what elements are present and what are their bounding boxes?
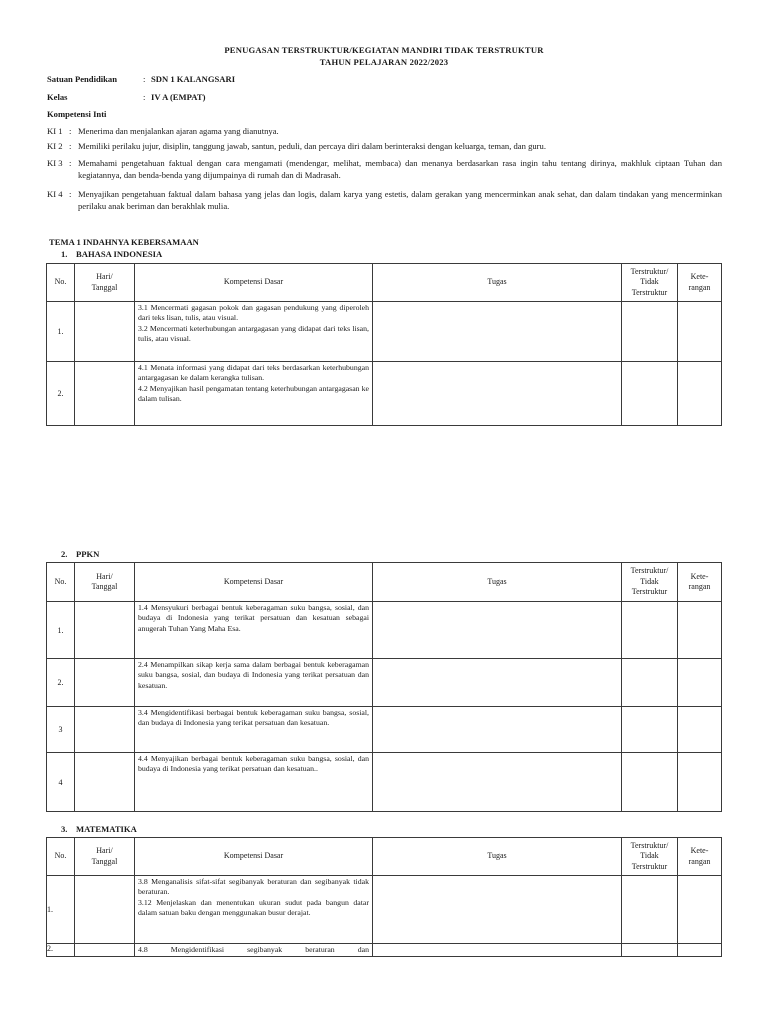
status-cell <box>622 876 678 944</box>
col-header-task: Tugas <box>373 264 622 302</box>
col-header-notes: Kete- rangan <box>678 264 722 302</box>
ki-colon: : <box>69 189 72 199</box>
row-number: 3 <box>47 707 75 753</box>
info-label-school: Satuan Pendidikan <box>47 74 117 84</box>
subject-name: PPKN <box>76 549 100 559</box>
subject-name: MATEMATIKA <box>76 824 137 834</box>
day-cell <box>75 302 135 362</box>
task-table <box>46 263 722 426</box>
day-cell <box>75 602 135 659</box>
col-header-status: Terstruktur/ Tidak Terstruktur <box>622 838 678 876</box>
ki-code: KI 4 <box>47 189 63 199</box>
ki-code: KI 1 <box>47 126 63 136</box>
ki-colon: : <box>69 126 72 136</box>
notes-cell <box>678 362 722 426</box>
table-row <box>47 707 722 753</box>
subject-number: 2. <box>61 549 68 559</box>
ki-code: KI 2 <box>47 141 63 151</box>
document-year: TAHUN PELAJARAN 2022/2023 <box>319 57 449 67</box>
kd-cell: 3.1 Mencermati gagasan pokok dan gagasan pendukung yang diperoleh dari teks lisan, tulis, atau visual. 3.2 Mencermati keterhubungan antargagasan yang didapat dari teks lisan, tulis, atau visual. <box>135 302 373 362</box>
task-cell <box>373 944 622 957</box>
ki-colon: : <box>69 158 72 168</box>
col-header-status: Terstruktur/ Tidak Terstruktur <box>622 563 678 602</box>
table-header-row <box>47 838 722 876</box>
col-header-kd: Kompetensi Dasar <box>135 264 373 302</box>
col-header-no: No. <box>47 563 75 602</box>
task-cell <box>373 602 622 659</box>
task-cell <box>373 659 622 707</box>
kd-cell: 2.4 Menampilkan sikap kerja sama dalam berbagai bentuk keberagaman suku bangsa, sosial, dan budaya di Indonesia yang terikat persatuan dan kesatuan. <box>135 659 373 707</box>
subject-name: BAHASA INDONESIA <box>76 249 163 259</box>
info-colon: : <box>143 92 146 102</box>
table-row <box>47 753 722 812</box>
document-title: PENUGASAN TERSTRUKTUR/KEGIATAN MANDIRI TIDAK TERSTRUKTUR <box>224 45 544 55</box>
table-row <box>47 302 722 362</box>
task-cell <box>373 753 622 812</box>
row-number: 2. <box>47 659 75 707</box>
kd-cell: 3.4 Mengidentifikasi berbagai bentuk keberagaman suku bangsa, sosial, dan budaya di Indonesia yang terikat persatuan dan kesatuan. <box>135 707 373 753</box>
notes-cell <box>678 302 722 362</box>
col-header-notes: Kete- rangan <box>678 563 722 602</box>
col-header-task: Tugas <box>373 563 622 602</box>
info-value-school: SDN 1 KALANGSARI <box>151 74 236 84</box>
row-number: 2. <box>47 944 75 957</box>
ki-text: Menyajikan pengetahuan faktual dalam bahasa yang jelas dan logis, dalam karya yang estetis, dalam gerakan yang mencerminkan anak sehat, dan dalam tindakan yang mencerminkan perilaku anak beriman dan berakhlak mulia. <box>78 189 722 211</box>
task-cell <box>373 707 622 753</box>
notes-cell <box>678 876 722 944</box>
row-number: 1. <box>47 876 75 944</box>
col-header-no: No. <box>47 838 75 876</box>
status-cell <box>622 944 678 957</box>
table-row <box>47 944 722 957</box>
col-header-notes: Kete- rangan <box>678 838 722 876</box>
table-header-row <box>47 264 722 302</box>
table-row <box>47 659 722 707</box>
task-table <box>46 562 722 812</box>
col-header-no: No. <box>47 264 75 302</box>
notes-cell <box>678 659 722 707</box>
theme-title: TEMA 1 INDAHNYA KEBERSAMAAN <box>49 237 199 247</box>
day-cell <box>75 659 135 707</box>
col-header-day: Hari/ Tanggal <box>75 264 135 302</box>
notes-cell <box>678 602 722 659</box>
info-value-class: IV A (EMPAT) <box>151 92 206 102</box>
col-header-status: Terstruktur/ Tidak Terstruktur <box>622 264 678 302</box>
notes-cell <box>678 753 722 812</box>
day-cell <box>75 707 135 753</box>
notes-cell <box>678 944 722 957</box>
subject-number: 3. <box>61 824 68 834</box>
day-cell <box>75 876 135 944</box>
row-number: 1. <box>47 602 75 659</box>
col-header-task: Tugas <box>373 838 622 876</box>
kd-cell: 4.1 Menata informasi yang didapat dari teks berdasarkan keterhubungan antargagasan ke dalam kerangka tulisan. 4.2 Menyajikan hasil pengamatan tentang keterhubungan antargagasan ke dalam tulisan. <box>135 362 373 426</box>
info-colon: : <box>143 74 146 84</box>
row-number: 4 <box>47 753 75 812</box>
kd-cell: 3.8 Menganalisis sifat-sifat segibanyak beraturan dan segibanyak tidak beraturan. 3.12 Menjelaskan dan menentukan ukuran sudut pada bangun datar dalam satuan baku dengan menggunakan busur derajat. <box>135 876 373 944</box>
col-header-kd: Kompetensi Dasar <box>135 563 373 602</box>
task-cell <box>373 302 622 362</box>
row-number: 1. <box>47 302 75 362</box>
day-cell <box>75 362 135 426</box>
status-cell <box>622 302 678 362</box>
task-table <box>46 837 722 957</box>
ki-colon: : <box>69 141 72 151</box>
task-cell <box>373 362 622 426</box>
table-row <box>47 876 722 944</box>
ki-heading: Kompetensi Inti <box>47 109 107 119</box>
status-cell <box>622 659 678 707</box>
row-number: 2. <box>47 362 75 426</box>
status-cell <box>622 362 678 426</box>
status-cell <box>622 753 678 812</box>
subject-heading <box>61 249 162 259</box>
table-row <box>47 362 722 426</box>
subject-number: 1. <box>61 249 68 259</box>
kd-cell: 4.4 Menyajikan berbagai bentuk keberagaman suku bangsa, sosial, dan budaya di Indonesia yang terikat persatuan dan kesatuan.. <box>135 753 373 812</box>
col-header-day: Hari/ Tanggal <box>75 563 135 602</box>
day-cell <box>75 753 135 812</box>
status-cell <box>622 602 678 659</box>
kd-cell: 4.8 Mengidentifikasi segibanyak beraturan dan <box>135 944 373 957</box>
ki-text: Memiliki perilaku jujur, disiplin, tanggung jawab, santun, peduli, dan percaya diri dalam berinteraksi dengan keluarga, teman, dan guru. <box>78 141 546 151</box>
kd-cell: 1.4 Mensyukuri berbagai bentuk keberagaman suku bangsa, sosial, dan budaya di Indonesia yang terikat persatuan dan kesatuan sebagai anugerah Tuhan Yang Maha Esa. <box>135 602 373 659</box>
status-cell <box>622 707 678 753</box>
subject-heading <box>61 549 99 559</box>
notes-cell <box>678 707 722 753</box>
col-header-kd: Kompetensi Dasar <box>135 838 373 876</box>
table-row <box>47 602 722 659</box>
ki-text: Menerima dan menjalankan ajaran agama yang dianutnya. <box>78 126 279 136</box>
table-header-row <box>47 563 722 602</box>
subject-heading <box>61 824 137 834</box>
task-cell <box>373 876 622 944</box>
day-cell <box>75 944 135 957</box>
info-label-class: Kelas <box>47 92 68 102</box>
ki-text: Memahami pengetahuan faktual dengan cara mengamati (mendengar, melihat, membaca) dan menanya berdasarkan rasa ingin tahu tentang dirinya, makhluk ciptaan Tuhan dan kegiatannya, dan benda-benda yang dijumpainya di rumah dan di Madrasah. <box>78 158 722 180</box>
ki-code: KI 3 <box>47 158 63 168</box>
col-header-day: Hari/ Tanggal <box>75 838 135 876</box>
